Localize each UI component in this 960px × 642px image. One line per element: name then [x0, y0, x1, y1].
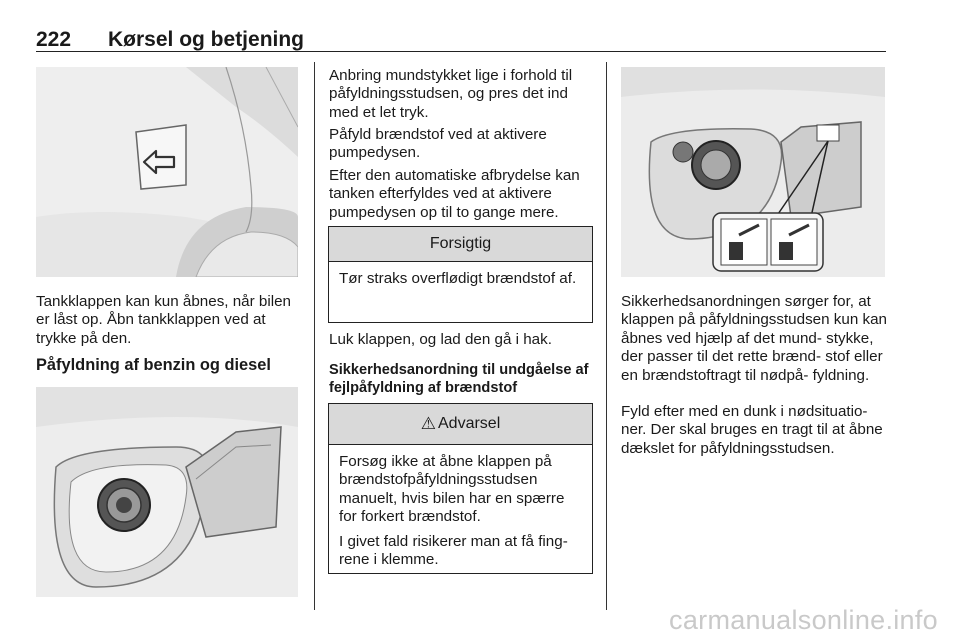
- warning-title: Advarsel: [438, 415, 501, 432]
- filler-neck-illustration: [36, 387, 298, 597]
- section-heading: Påfyldning af benzin og diesel: [36, 356, 271, 374]
- warning-box: [328, 403, 593, 574]
- nozzle-paragraph: Anbring mundstykket lige i forhold til påfyldningsstudsen, og pres det ind med et let tryk.: [329, 67, 573, 121]
- fuel-door-exterior-illustration: [36, 67, 298, 277]
- warning-icon: ⚠: [420, 414, 436, 433]
- close-flap-paragraph: Luk klappen, og lad den gå i hak.: [329, 331, 552, 348]
- watermark: carmanualsonline.info: [669, 605, 938, 635]
- emergency-fill-paragraph: Fyld efter med en dunk i nødsituatio- ner. Der skal bruges en tragt til at åbne dækslet for påfyldningsstudsen.: [621, 403, 883, 457]
- warning-text-1: Forsøg ikke at åbne klappen på brændstofpåfyldningsstudsen manuelt, hvis bilen har en spærre for forkert brændstof.: [339, 453, 565, 526]
- page-title: Kørsel og betjening: [108, 28, 305, 51]
- misfuel-device-illustration: [621, 67, 885, 277]
- warning-title-row: [329, 404, 592, 445]
- header-rule: [36, 51, 886, 52]
- fuel-door-paragraph: Tankklappen kan kun åbnes, når bilen er låst op. Åbn tankklappen ved at trykke på den.: [36, 293, 291, 347]
- page-number: 222: [36, 28, 72, 51]
- caution-title: Forsigtig: [329, 227, 592, 262]
- safety-device-paragraph: Sikkerhedsanordningen sørger for, at klappen på påfyldningsstudsen kun kan åbnes ved hjælp af det mund- stykke, der passer til det rette brænd- stof eller en brændstoftragt til nødpå- fyldning.: [621, 293, 887, 384]
- page-header: [36, 28, 886, 52]
- warning-text-2: I givet fald risikerer man at få fing- rene i klemme.: [339, 532, 568, 569]
- misfuel-subheading: Sikkerhedsanordning til undgåelse af fejlpåfyldning af brændstof: [329, 362, 589, 396]
- column-divider-2: [606, 62, 607, 610]
- warning-body: [329, 445, 592, 569]
- column-divider-1: [314, 62, 315, 610]
- auto-shutoff-paragraph: Efter den automatiske afbrydelse kan tanken efterfyldes ved at aktivere pumpedysen op til to gange mere.: [329, 167, 580, 221]
- caution-box: [328, 226, 593, 323]
- refuel-paragraph: Påfyld brændstof ved at aktivere pumpedysen.: [329, 126, 547, 162]
- caution-text: Tør straks overflødigt brændstof af.: [339, 270, 577, 287]
